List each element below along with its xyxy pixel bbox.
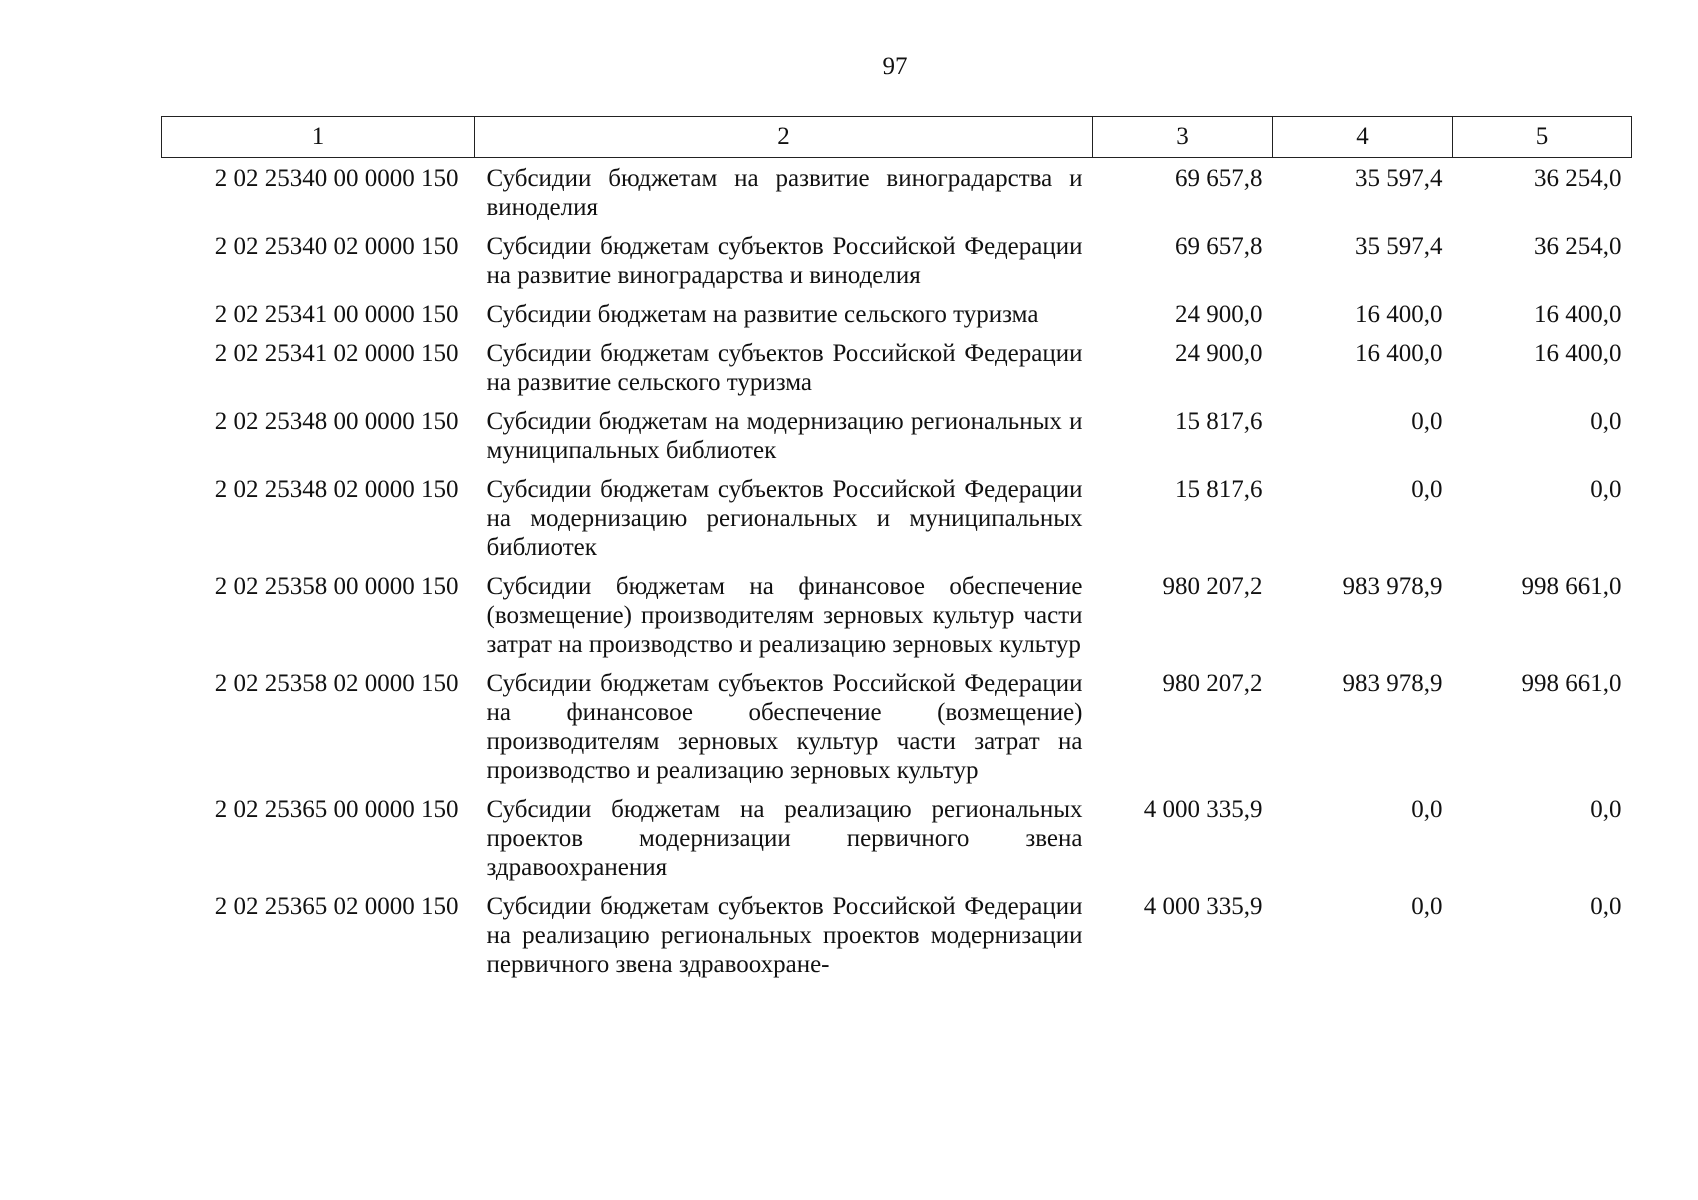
income-name: Субсидии бюджетам на развитие виноградарства и виноделия: [486, 165, 1083, 221]
value-col-5: 36 254,0: [1534, 233, 1622, 260]
income-name: Субсидии бюджетам субъектов Российской Федерации на модернизацию региональных и муниципальных библиотек: [486, 476, 1083, 561]
value-col-4: 0,0: [1411, 796, 1443, 823]
income-name: Субсидии бюджетам на развитие сельского туризма: [486, 301, 1039, 328]
value-col-3: 69 657,8: [1175, 165, 1263, 192]
income-code: 2 02 25365 02 0000 150: [214, 893, 459, 920]
value-col-3: 24 900,0: [1175, 340, 1263, 367]
income-code: 2 02 25348 00 0000 150: [214, 408, 459, 435]
value-col-3: 4 000 335,9: [1143, 796, 1263, 823]
value-col-3: 15 817,6: [1175, 408, 1263, 435]
income-code: 2 02 25340 02 0000 150: [214, 233, 459, 260]
value-col-5: 0,0: [1590, 893, 1622, 920]
income-name: Субсидии бюджетам субъектов Российской Федерации на развитие сельского туризма: [486, 340, 1083, 396]
value-col-4: 0,0: [1411, 408, 1443, 435]
value-col-4: 983 978,9: [1342, 670, 1443, 697]
column-header-5: 5: [1453, 117, 1632, 158]
value-col-3: 69 657,8: [1175, 233, 1263, 260]
value-col-3: 4 000 335,9: [1143, 893, 1263, 920]
income-name: Субсидии бюджетам на реализацию региональных проектов модернизации первичного звена здравоохранения: [486, 796, 1083, 881]
value-col-4: 0,0: [1411, 893, 1443, 920]
value-col-3: 15 817,6: [1175, 476, 1263, 503]
table-body: [162, 158, 1632, 984]
budget-table: [161, 116, 1632, 983]
value-col-5: 998 661,0: [1521, 573, 1622, 600]
income-code: 2 02 25341 02 0000 150: [214, 340, 459, 367]
page-number: 97: [882, 53, 908, 80]
value-col-5: 36 254,0: [1534, 165, 1622, 192]
value-col-5: 998 661,0: [1521, 670, 1622, 697]
income-code: 2 02 25358 00 0000 150: [214, 573, 459, 600]
table-header: [162, 117, 1632, 158]
income-code: 2 02 25365 00 0000 150: [214, 796, 459, 823]
income-name: Субсидии бюджетам субъектов Российской Федерации на финансовое обеспечение (возмещение) производителям зерновых культур части затрат на производство и реализацию зерновых культур: [486, 670, 1083, 784]
value-col-4: 35 597,4: [1355, 165, 1443, 192]
value-col-5: 0,0: [1590, 476, 1622, 503]
income-code: 2 02 25341 00 0000 150: [214, 301, 459, 328]
income-name: Субсидии бюджетам субъектов Российской Федерации на развитие виноградарства и виноделия: [486, 233, 1083, 289]
value-col-4: 0,0: [1411, 476, 1443, 503]
value-col-3: 24 900,0: [1175, 301, 1263, 328]
table-row: [162, 886, 1632, 983]
income-code: 2 02 25358 02 0000 150: [214, 670, 459, 697]
value-col-5: 0,0: [1590, 796, 1622, 823]
column-header-1: 1: [162, 117, 475, 158]
table-row: [162, 566, 1632, 663]
table-row: [162, 401, 1632, 469]
value-col-4: 16 400,0: [1355, 301, 1443, 328]
value-col-3: 980 207,2: [1162, 573, 1263, 600]
column-header-2: 2: [475, 117, 1093, 158]
value-col-4: 35 597,4: [1355, 233, 1443, 260]
table-row: [162, 663, 1632, 789]
table-row: [162, 469, 1632, 566]
value-col-5: 0,0: [1590, 408, 1622, 435]
table-row: [162, 789, 1632, 886]
income-name: Субсидии бюджетам на модернизацию региональных и муниципальных библиотек: [486, 408, 1083, 464]
table-row: [162, 158, 1632, 227]
value-col-5: 16 400,0: [1534, 301, 1622, 328]
table-row: [162, 226, 1632, 294]
income-name: Субсидии бюджетам на финансовое обеспечение (возмещение) производителям зерновых культур части затрат на производство и реализацию зерновых культур: [486, 573, 1083, 658]
value-col-3: 980 207,2: [1162, 670, 1263, 697]
value-col-4: 16 400,0: [1355, 340, 1443, 367]
value-col-4: 983 978,9: [1342, 573, 1443, 600]
value-col-5: 16 400,0: [1534, 340, 1622, 367]
income-code: 2 02 25348 02 0000 150: [214, 476, 459, 503]
income-name: Субсидии бюджетам субъектов Российской Федерации на реализацию региональных проектов модернизации первичного звена здравоохране-: [486, 893, 1083, 978]
column-header-4: 4: [1273, 117, 1453, 158]
header-row: [162, 117, 1632, 158]
table-row: [162, 333, 1632, 401]
table-row: [162, 294, 1632, 333]
column-header-3: 3: [1093, 117, 1273, 158]
income-code: 2 02 25340 00 0000 150: [214, 165, 459, 192]
